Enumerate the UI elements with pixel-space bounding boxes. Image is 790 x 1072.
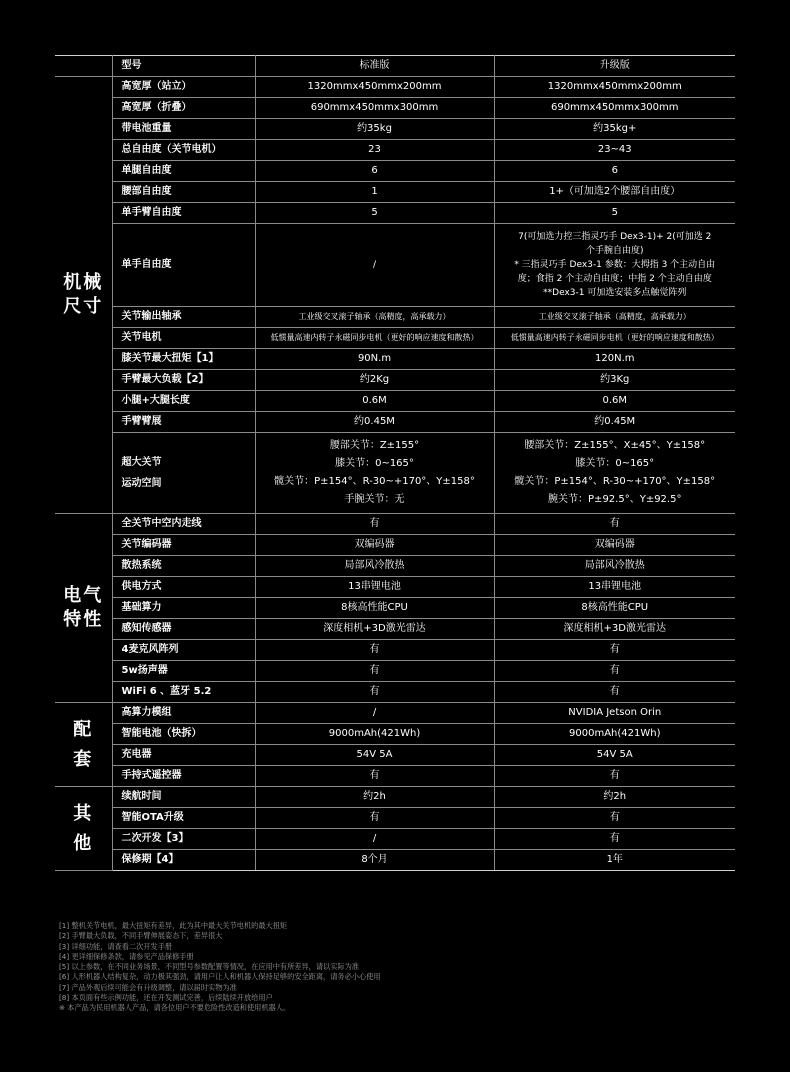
spec-label: 手持式遥控器 bbox=[112, 766, 255, 787]
spec-value-upgrade: 13串锂电池 bbox=[494, 577, 735, 598]
section-title-char: 械 bbox=[83, 272, 104, 293]
spec-value-upgrade: 有 bbox=[494, 766, 735, 787]
spec-value-upgrade: 有 bbox=[494, 514, 735, 535]
spec-value-upgrade: 有 bbox=[494, 808, 735, 829]
spec-row bbox=[55, 808, 735, 829]
spec-table bbox=[55, 55, 735, 871]
spec-value-standard: 1320mmx450mmx200mm bbox=[255, 77, 494, 98]
section-title bbox=[55, 703, 112, 787]
spec-value-upgrade: 23~43 bbox=[494, 140, 735, 161]
spec-label: 5w扬声器 bbox=[112, 661, 255, 682]
spec-value-standard: 0.6M bbox=[255, 391, 494, 412]
section-title bbox=[55, 77, 112, 514]
section-title-char: 套 bbox=[73, 748, 94, 770]
spec-label: 高宽厚（站立） bbox=[112, 77, 255, 98]
spec-label: 供电方式 bbox=[112, 577, 255, 598]
spec-value-standard: 有 bbox=[255, 766, 494, 787]
spec-label: 智能电池（快拆） bbox=[112, 724, 255, 745]
spec-value-standard: 8核高性能CPU bbox=[255, 598, 494, 619]
spec-row bbox=[55, 203, 735, 224]
spec-row bbox=[55, 682, 735, 703]
spec-label: 手臂臂展 bbox=[112, 412, 255, 433]
spec-label: 二次开发【3】 bbox=[112, 829, 255, 850]
spec-value-standard: 9000mAh(421Wh) bbox=[255, 724, 494, 745]
spec-value-standard: 腰部关节：Z±155° 膝关节：0~165° 髋关节：P±154°、R-30~+170°、Y±158° 手腕关节：无 bbox=[255, 433, 494, 514]
spec-value-standard: 工业级交叉滚子轴承（高精度，高承载力） bbox=[255, 307, 494, 328]
section-title-char: 寸 bbox=[83, 296, 104, 317]
spec-label: 关节编码器 bbox=[112, 535, 255, 556]
spec-row bbox=[55, 182, 735, 203]
section-title-char: 他 bbox=[73, 832, 94, 854]
footnote: [5] 以上参数，在不同业务场景，不同型号参数配置等情况，在应用中有所差异，请以实际为准 bbox=[59, 962, 359, 972]
spec-row bbox=[55, 224, 735, 307]
spec-value-standard: 6 bbox=[255, 161, 494, 182]
spec-row bbox=[55, 98, 735, 119]
spec-value-standard: / bbox=[255, 224, 494, 307]
spec-value-upgrade: 有 bbox=[494, 661, 735, 682]
spec-row bbox=[55, 661, 735, 682]
spec-row bbox=[55, 766, 735, 787]
spec-value-standard: 有 bbox=[255, 640, 494, 661]
spec-row bbox=[55, 598, 735, 619]
spec-value-upgrade: 54V 5A bbox=[494, 745, 735, 766]
spec-row bbox=[55, 724, 735, 745]
footnote: [6] 人形机器人结构复杂，动力极其强劲，请用户让人和机器人保持足够的安全距离，请务必小心使用 bbox=[59, 972, 381, 982]
footnote: [4] 更详细保修条款，请参见产品保修手册 bbox=[59, 951, 194, 961]
spec-label: 高宽厚（折叠） bbox=[112, 98, 255, 119]
spec-value-upgrade: 9000mAh(421Wh) bbox=[494, 724, 735, 745]
footnote: [3] 详细功能，请查看二次开发手册 bbox=[59, 941, 173, 951]
spec-label: 单腿自由度 bbox=[112, 161, 255, 182]
spec-value-standard: / bbox=[255, 829, 494, 850]
spec-value-standard: 有 bbox=[255, 808, 494, 829]
spec-label: 单手臂自由度 bbox=[112, 203, 255, 224]
spec-value-standard: 23 bbox=[255, 140, 494, 161]
spec-row bbox=[55, 391, 735, 412]
spec-value-upgrade: 690mmx450mmx300mm bbox=[494, 98, 735, 119]
section-title-char: 机 bbox=[63, 272, 84, 293]
spec-value-upgrade: 双编码器 bbox=[494, 535, 735, 556]
spec-value-standard: 13串锂电池 bbox=[255, 577, 494, 598]
spec-row bbox=[55, 433, 735, 514]
section-title-char: 配 bbox=[73, 718, 94, 740]
spec-row bbox=[55, 77, 735, 98]
section-title-char: 电 bbox=[63, 585, 84, 606]
spec-value-upgrade: 7(可加选力控三指灵巧手 Dex3-1)+ 2(可加选 2 个手腕自由度) * 三指灵巧手 Dex3-1 参数：大拇指 3 个主动自由 度；食指 2 个主动自由度；中指 2 个主动自由度 **Dex3-1 可加选安装多点触觉阵列 bbox=[494, 224, 735, 307]
spec-row bbox=[55, 556, 735, 577]
spec-value-upgrade: 0.6M bbox=[494, 391, 735, 412]
spec-label: 保修期【4】 bbox=[112, 850, 255, 871]
header-upgrade: 升级版 bbox=[494, 56, 735, 77]
spec-value-standard: 54V 5A bbox=[255, 745, 494, 766]
section-title-char: 气 bbox=[83, 585, 104, 606]
spec-value-upgrade: 工业级交叉滚子轴承（高精度，高承载力） bbox=[494, 307, 735, 328]
footnote: ※ 本产品为民用机器人产品，请各位用户不要危险性改造和使用机器人。 bbox=[59, 1003, 291, 1013]
spec-row bbox=[55, 349, 735, 370]
footnotes bbox=[59, 921, 739, 1014]
spec-value-standard: 约0.45M bbox=[255, 412, 494, 433]
spec-label: 4麦克风阵列 bbox=[112, 640, 255, 661]
spec-value-upgrade: 约3Kg bbox=[494, 370, 735, 391]
spec-label: 膝关节最大扭矩【1】 bbox=[112, 349, 255, 370]
spec-row bbox=[55, 514, 735, 535]
spec-label: 感知传感器 bbox=[112, 619, 255, 640]
spec-value-upgrade: 有 bbox=[494, 829, 735, 850]
spec-value-upgrade: 5 bbox=[494, 203, 735, 224]
spec-label: 手臂最大负载【2】 bbox=[112, 370, 255, 391]
spec-row bbox=[55, 370, 735, 391]
spec-value-upgrade: 深度相机+3D激光雷达 bbox=[494, 619, 735, 640]
spec-label: 充电器 bbox=[112, 745, 255, 766]
spec-value-upgrade: 6 bbox=[494, 161, 735, 182]
spec-value-standard: 有 bbox=[255, 661, 494, 682]
spec-row bbox=[55, 328, 735, 349]
spec-value-standard: 90N.m bbox=[255, 349, 494, 370]
section-title-blank bbox=[55, 56, 112, 77]
section-title-char: 特 bbox=[63, 609, 84, 630]
spec-value-standard: 有 bbox=[255, 682, 494, 703]
table-header-row bbox=[55, 56, 735, 77]
spec-row bbox=[55, 787, 735, 808]
spec-label: 高算力模组 bbox=[112, 703, 255, 724]
spec-value-upgrade: 120N.m bbox=[494, 349, 735, 370]
spec-value-upgrade: 1年 bbox=[494, 850, 735, 871]
spec-value-standard: 约35kg bbox=[255, 119, 494, 140]
spec-value-upgrade: NVIDIA Jetson Orin bbox=[494, 703, 735, 724]
spec-label: 续航时间 bbox=[112, 787, 255, 808]
spec-value-standard: 约2Kg bbox=[255, 370, 494, 391]
spec-value-standard: 低惯量高速内转子永磁同步电机（更好的响应速度和散热） bbox=[255, 328, 494, 349]
spec-value-upgrade: 约2h bbox=[494, 787, 735, 808]
section-title-char: 尺 bbox=[63, 296, 84, 317]
spec-row bbox=[55, 850, 735, 871]
spec-row bbox=[55, 829, 735, 850]
section-title-char: 其 bbox=[73, 802, 94, 824]
spec-row bbox=[55, 161, 735, 182]
spec-row bbox=[55, 140, 735, 161]
spec-value-upgrade: 有 bbox=[494, 682, 735, 703]
header-standard: 标准版 bbox=[255, 56, 494, 77]
footnote: [1] 整机关节电机，最大扭矩有差异，此为其中最大关节电机的最大扭矩 bbox=[59, 921, 288, 930]
spec-row bbox=[55, 703, 735, 724]
spec-value-standard: 深度相机+3D激光雷达 bbox=[255, 619, 494, 640]
spec-value-standard: 双编码器 bbox=[255, 535, 494, 556]
spec-label: 小腿+大腿长度 bbox=[112, 391, 255, 412]
spec-value-upgrade: 低惯量高速内转子永磁同步电机（更好的响应速度和散热） bbox=[494, 328, 735, 349]
spec-value-standard: 1 bbox=[255, 182, 494, 203]
spec-row bbox=[55, 619, 735, 640]
spec-value-upgrade: 约0.45M bbox=[494, 412, 735, 433]
footnote: [2] 手臂最大负载，不同手臂伸展姿态下，差异很大 bbox=[59, 931, 223, 941]
spec-row bbox=[55, 119, 735, 140]
spec-label: 散热系统 bbox=[112, 556, 255, 577]
spec-value-upgrade: 1320mmx450mmx200mm bbox=[494, 77, 735, 98]
spec-row bbox=[55, 535, 735, 556]
spec-label: 智能OTA升级 bbox=[112, 808, 255, 829]
spec-label: 带电池重量 bbox=[112, 119, 255, 140]
spec-value-upgrade: 8核高性能CPU bbox=[494, 598, 735, 619]
spec-label: 腰部自由度 bbox=[112, 182, 255, 203]
footnote: [7] 产品外观后续可能会有升级调整，请以届时实物为准 bbox=[59, 982, 237, 992]
spec-value-standard: 约2h bbox=[255, 787, 494, 808]
spec-value-standard: 5 bbox=[255, 203, 494, 224]
spec-row bbox=[55, 745, 735, 766]
spec-label: 关节电机 bbox=[112, 328, 255, 349]
spec-label: 总自由度（关节电机） bbox=[112, 140, 255, 161]
spec-value-upgrade: 1+（可加选2个腰部自由度） bbox=[494, 182, 735, 203]
spec-row bbox=[55, 412, 735, 433]
section-title bbox=[55, 514, 112, 703]
spec-value-upgrade: 腰部关节：Z±155°、X±45°、Y±158° 膝关节：0~165° 髋关节：P±154°、R-30~+170°、Y±158° 腕关节：P±92.5°、Y±92.5° bbox=[494, 433, 735, 514]
spec-value-upgrade: 局部风冷散热 bbox=[494, 556, 735, 577]
spec-label: WiFi 6 、蓝牙 5.2 bbox=[112, 682, 255, 703]
spec-value-upgrade: 约35kg+ bbox=[494, 119, 735, 140]
spec-row bbox=[55, 640, 735, 661]
footnote: [8] 本页面有些示例功能，还在开发测试完善，后续陆续开放给用户 bbox=[59, 993, 273, 1003]
spec-value-standard: 有 bbox=[255, 514, 494, 535]
spec-row bbox=[55, 577, 735, 598]
spec-label: 超大关节 运动空间 bbox=[112, 433, 255, 514]
section-title-char: 性 bbox=[83, 609, 104, 630]
spec-label: 关节输出轴承 bbox=[112, 307, 255, 328]
spec-value-standard: 局部风冷散热 bbox=[255, 556, 494, 577]
spec-label: 基础算力 bbox=[112, 598, 255, 619]
spec-value-standard: 8个月 bbox=[255, 850, 494, 871]
spec-value-standard: 690mmx450mmx300mm bbox=[255, 98, 494, 119]
spec-row bbox=[55, 307, 735, 328]
spec-label: 单手自由度 bbox=[112, 224, 255, 307]
spec-label: 全关节中空内走线 bbox=[112, 514, 255, 535]
header-model-label: 型号 bbox=[112, 56, 255, 77]
spec-value-upgrade: 有 bbox=[494, 640, 735, 661]
section-title bbox=[55, 787, 112, 871]
spec-value-standard: / bbox=[255, 703, 494, 724]
